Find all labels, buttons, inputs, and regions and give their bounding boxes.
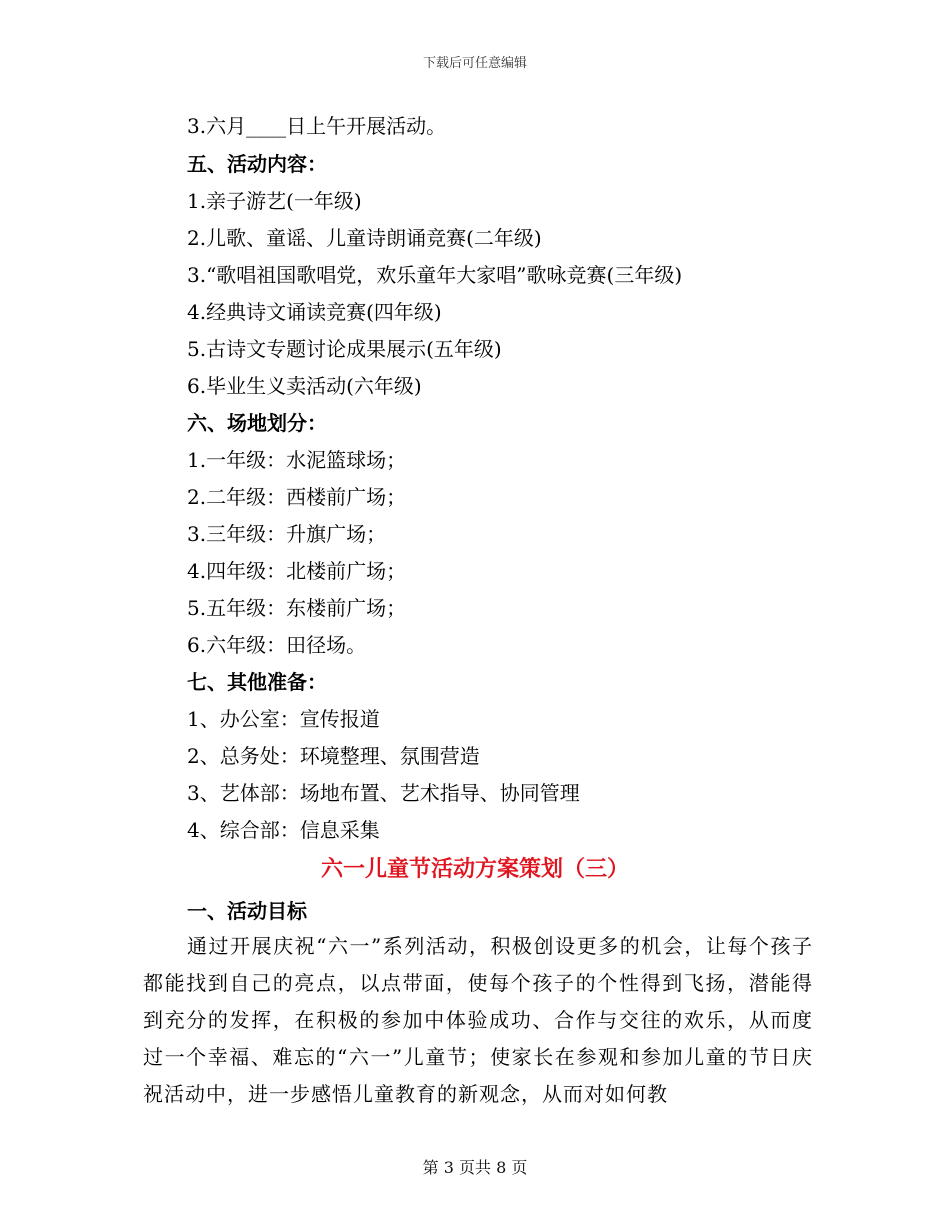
section-title: 六一儿童节活动方案策划（三） [320, 856, 629, 882]
list-item: 6.毕业生义卖活动(六年级) [187, 374, 422, 398]
list-item: 4.四年级：北楼前广场； [187, 559, 407, 583]
page-footer: 第 3 页共 8 页 [422, 1158, 528, 1177]
list-item: 1.亲子游艺(一年级) [187, 189, 362, 213]
list-item: 3、艺体部：场地布置、艺术指导、协同管理 [187, 781, 580, 805]
list-item: 5.古诗文专题讨论成果展示(五年级) [187, 337, 502, 361]
list-item: 4、综合部：信息采集 [187, 818, 380, 842]
goal-paragraph: 通过开展庆祝“六一”系列活动，积极创设更多的机会，让每个孩子都能找到自己的亮点，以点带面，使每个孩子的个性得到飞扬，潜能得到充分的发挥，在积极的参加中体验成功、合作与交往的欢乐，从而度过一个幸福、难忘的“六一”儿童节；使家长在参观和参加儿童的节日庆祝活动中，进一步感悟儿童教育的新观念，从而对如何教 [143, 934, 813, 1106]
list-item: 4.经典诗文诵读竞赛(四年级) [187, 300, 442, 324]
list-item: 1.一年级：水泥篮球场； [187, 448, 407, 472]
heading-other-prep: 七、其他准备： [187, 670, 327, 694]
list-item-date: 3.六月____日上午开展活动。 [187, 114, 447, 138]
heading-activity-content: 五、活动内容： [187, 152, 327, 176]
heading-venue: 六、场地划分： [187, 411, 327, 435]
list-item: 3.三年级：升旗广场； [187, 522, 387, 546]
list-item: 3.“歌唱祖国歌唱党，欢乐童年大家唱”歌咏竞赛(三年级) [187, 263, 683, 287]
list-item: 2、总务处：环境整理、氛围营造 [187, 744, 480, 768]
list-item: 2.二年级：西楼前广场； [187, 485, 407, 509]
heading-activity-goal: 一、活动目标 [187, 899, 307, 923]
page-header: 下载后可任意编辑 [422, 56, 527, 71]
list-item: 6.六年级：田径场。 [187, 633, 367, 657]
list-item: 5.五年级：东楼前广场； [187, 596, 407, 620]
list-item: 1、办公室：宣传报道 [187, 707, 380, 731]
list-item: 2.儿歌、童谣、儿童诗朗诵竞赛(二年级) [187, 226, 542, 250]
